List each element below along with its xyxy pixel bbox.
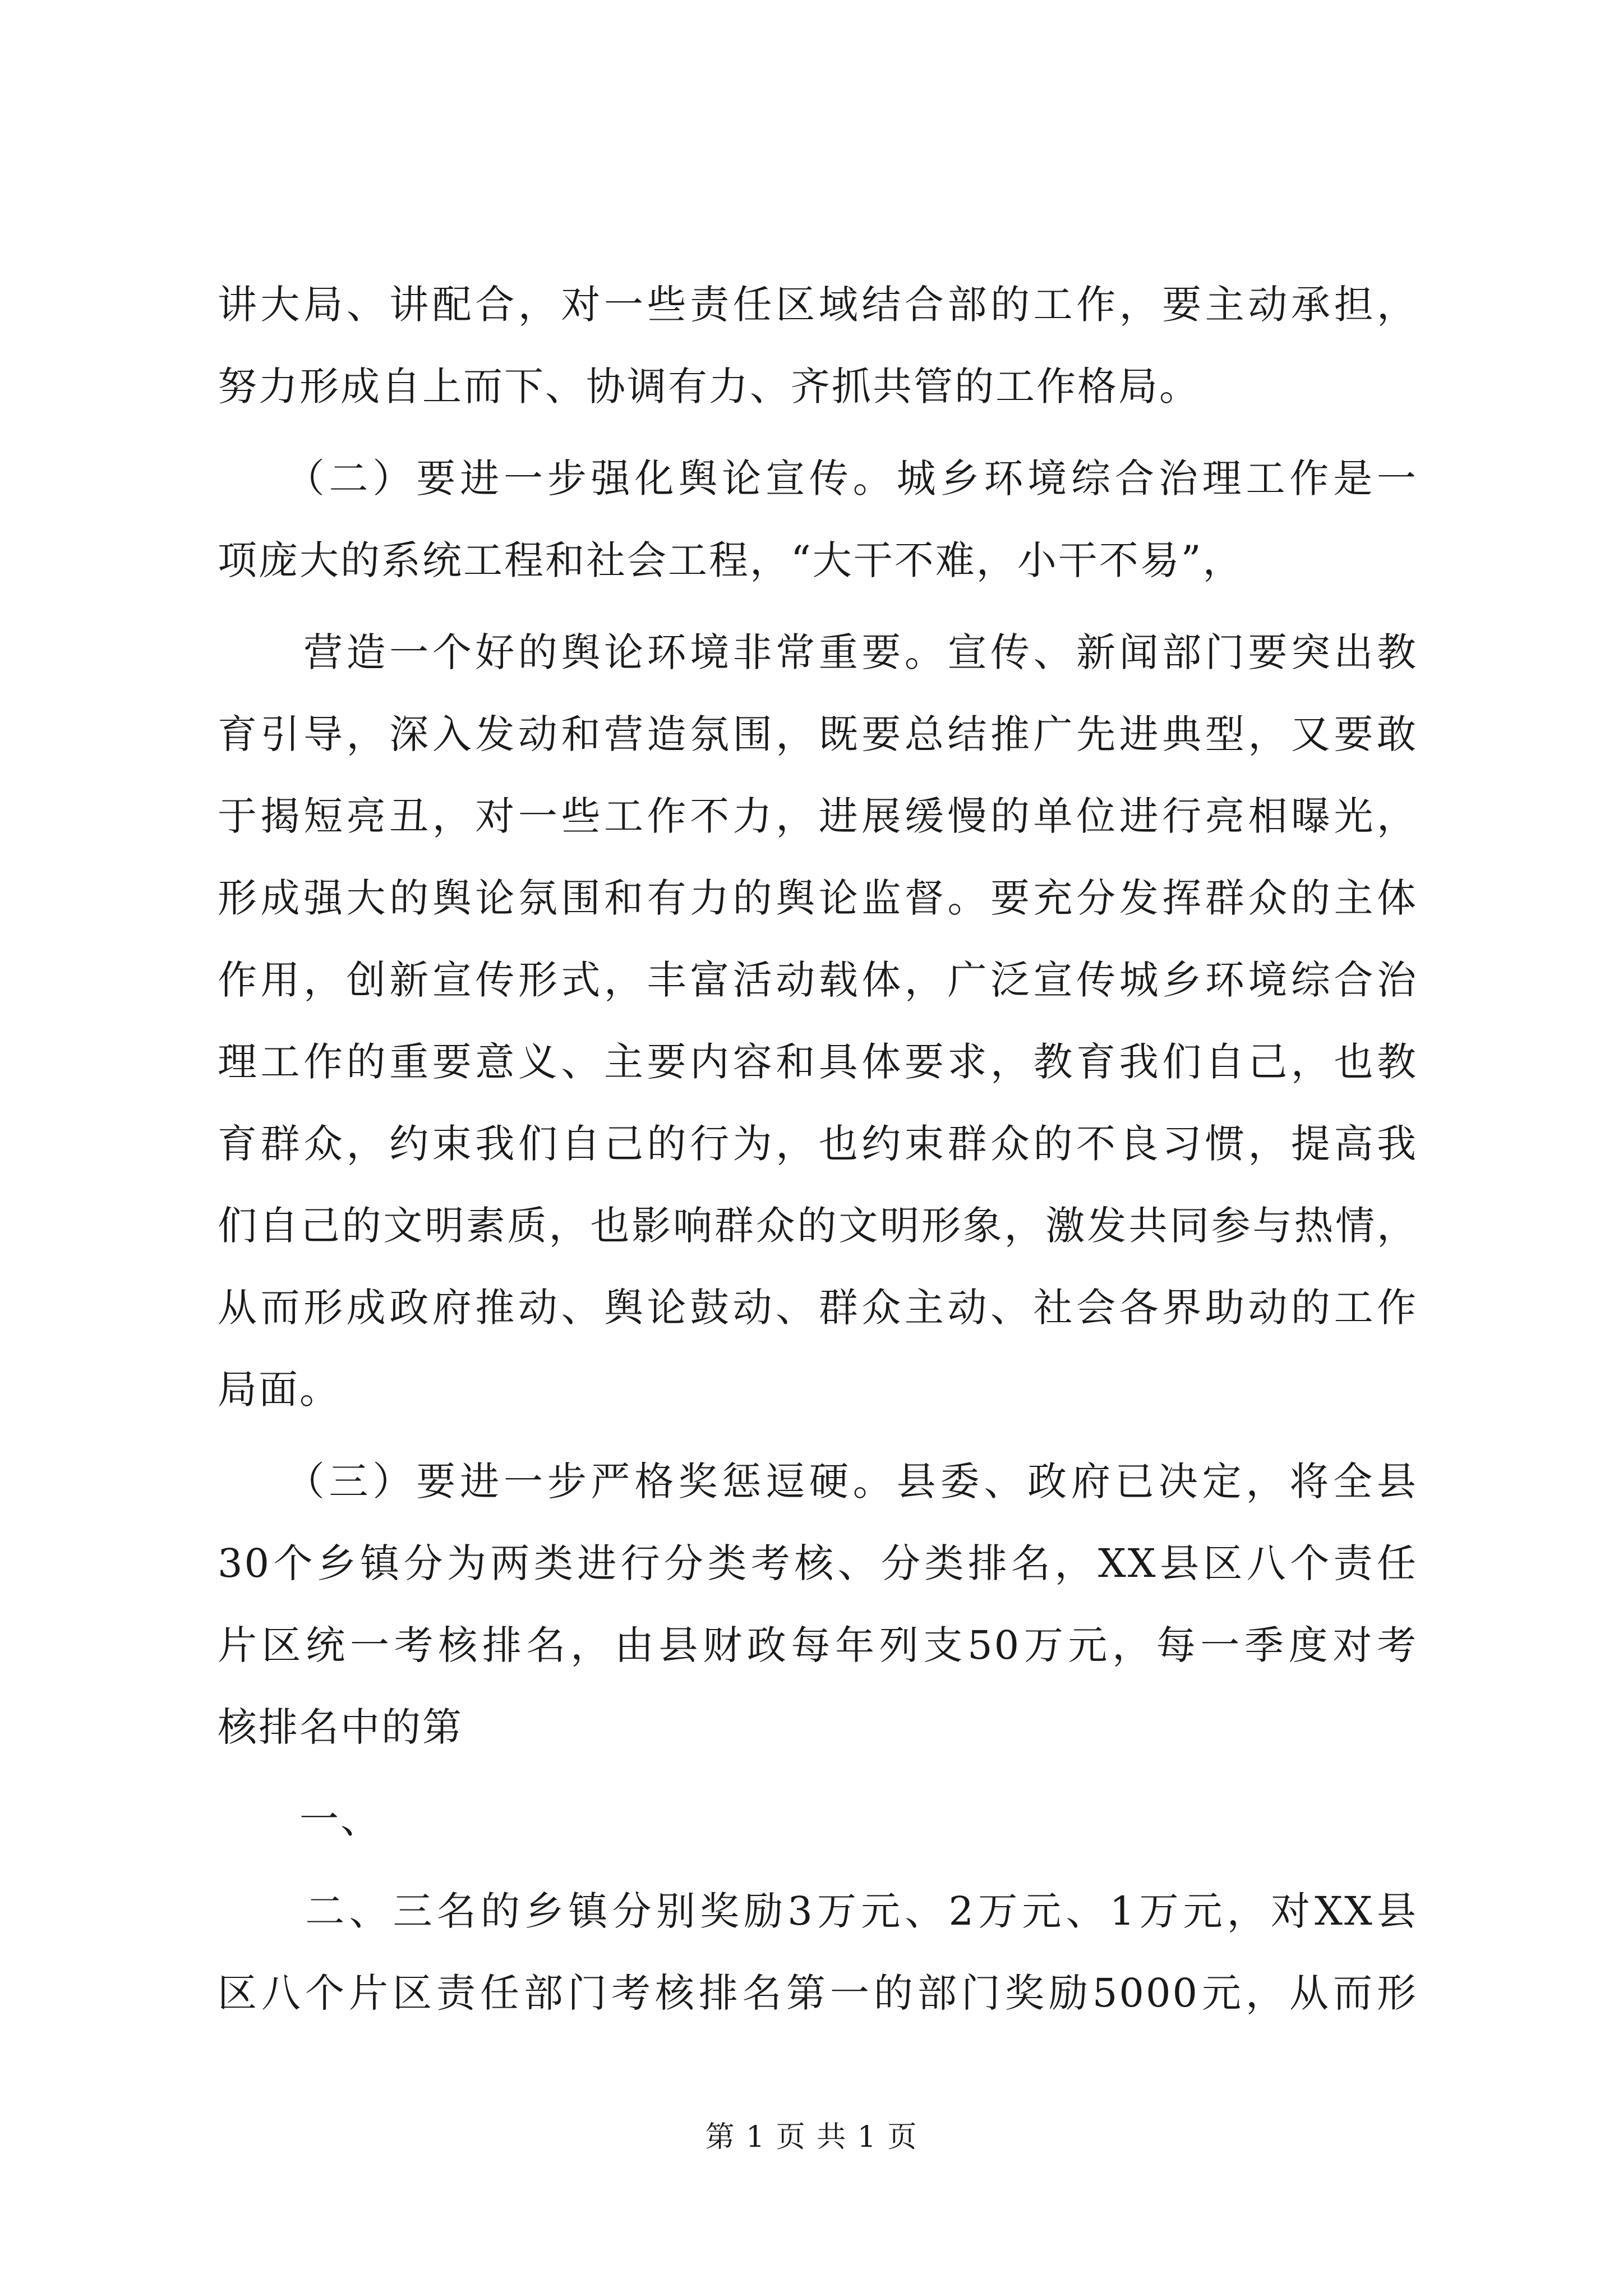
text-line: 于揭短亮丑，对一些工作不力，进展缓慢的单位进行亮相曝光， <box>218 793 1418 839</box>
text-line: 育群众，约束我们自己的行为，也约束群众的不良习惯，提高我 <box>218 1121 1418 1167</box>
text-line: 二、三名的乡镇分别奖励3万元、2万元、1万元，对XX县 <box>218 1888 1418 1934</box>
text-line: 项庞大的系统工程和社会工程，“大干不难，小干不易”， <box>218 537 1244 583</box>
text-line: 一、 <box>218 1796 381 1842</box>
page-footer: 第 1 页 共 1 页 <box>705 2120 918 2154</box>
text-line: （二）要进一步强化舆论宣传。城乡环境综合治理工作是一 <box>218 455 1418 501</box>
text-line: 形成强大的舆论氛围和有力的舆论监督。要充分发挥群众的主体 <box>218 875 1418 921</box>
text-line: 局面。 <box>218 1366 340 1412</box>
text-line: 营造一个好的舆论环境非常重要。宣传、新闻部门要突出教 <box>218 629 1418 675</box>
text-line: 从而形成政府推动、舆论鼓动、群众主动、社会各界助动的工作 <box>218 1285 1418 1331</box>
text-line: 作用，创新宣传形式，丰富活动载体，广泛宣传城乡环境综合治 <box>218 957 1418 1003</box>
text-line: 理工作的重要意义、主要内容和具体要求，教育我们自己，也教 <box>218 1039 1418 1085</box>
document-body <box>218 264 1418 2034</box>
text-line: 区八个片区责任部门考核排名第一的部门奖励5000元，从而形 <box>218 1970 1418 2016</box>
text-line: 讲大局、讲配合，对一些责任区域结合部的工作，要主动承担， <box>218 282 1418 328</box>
text-line: 育引导，深入发动和营造氛围，既要总结推广先进典型，又要敢 <box>218 711 1418 757</box>
text-line: 们自己的文明素质，也影响群众的文明形象，激发共同参与热情， <box>218 1203 1418 1249</box>
text-line: 努力形成自上而下、协调有力、齐抓共管的工作格局。 <box>218 364 1200 409</box>
text-line: （三）要进一步严格奖惩逗硬。县委、政府已决定，将全县 <box>218 1458 1418 1504</box>
text-line: 30个乡镇分为两类进行分类考核、分类排名，XX县区八个责任 <box>218 1540 1418 1586</box>
text-line: 片区统一考核排名，由县财政每年列支50万元，每一季度对考 <box>218 1622 1418 1668</box>
text-line: 核排名中的第 <box>218 1704 463 1750</box>
